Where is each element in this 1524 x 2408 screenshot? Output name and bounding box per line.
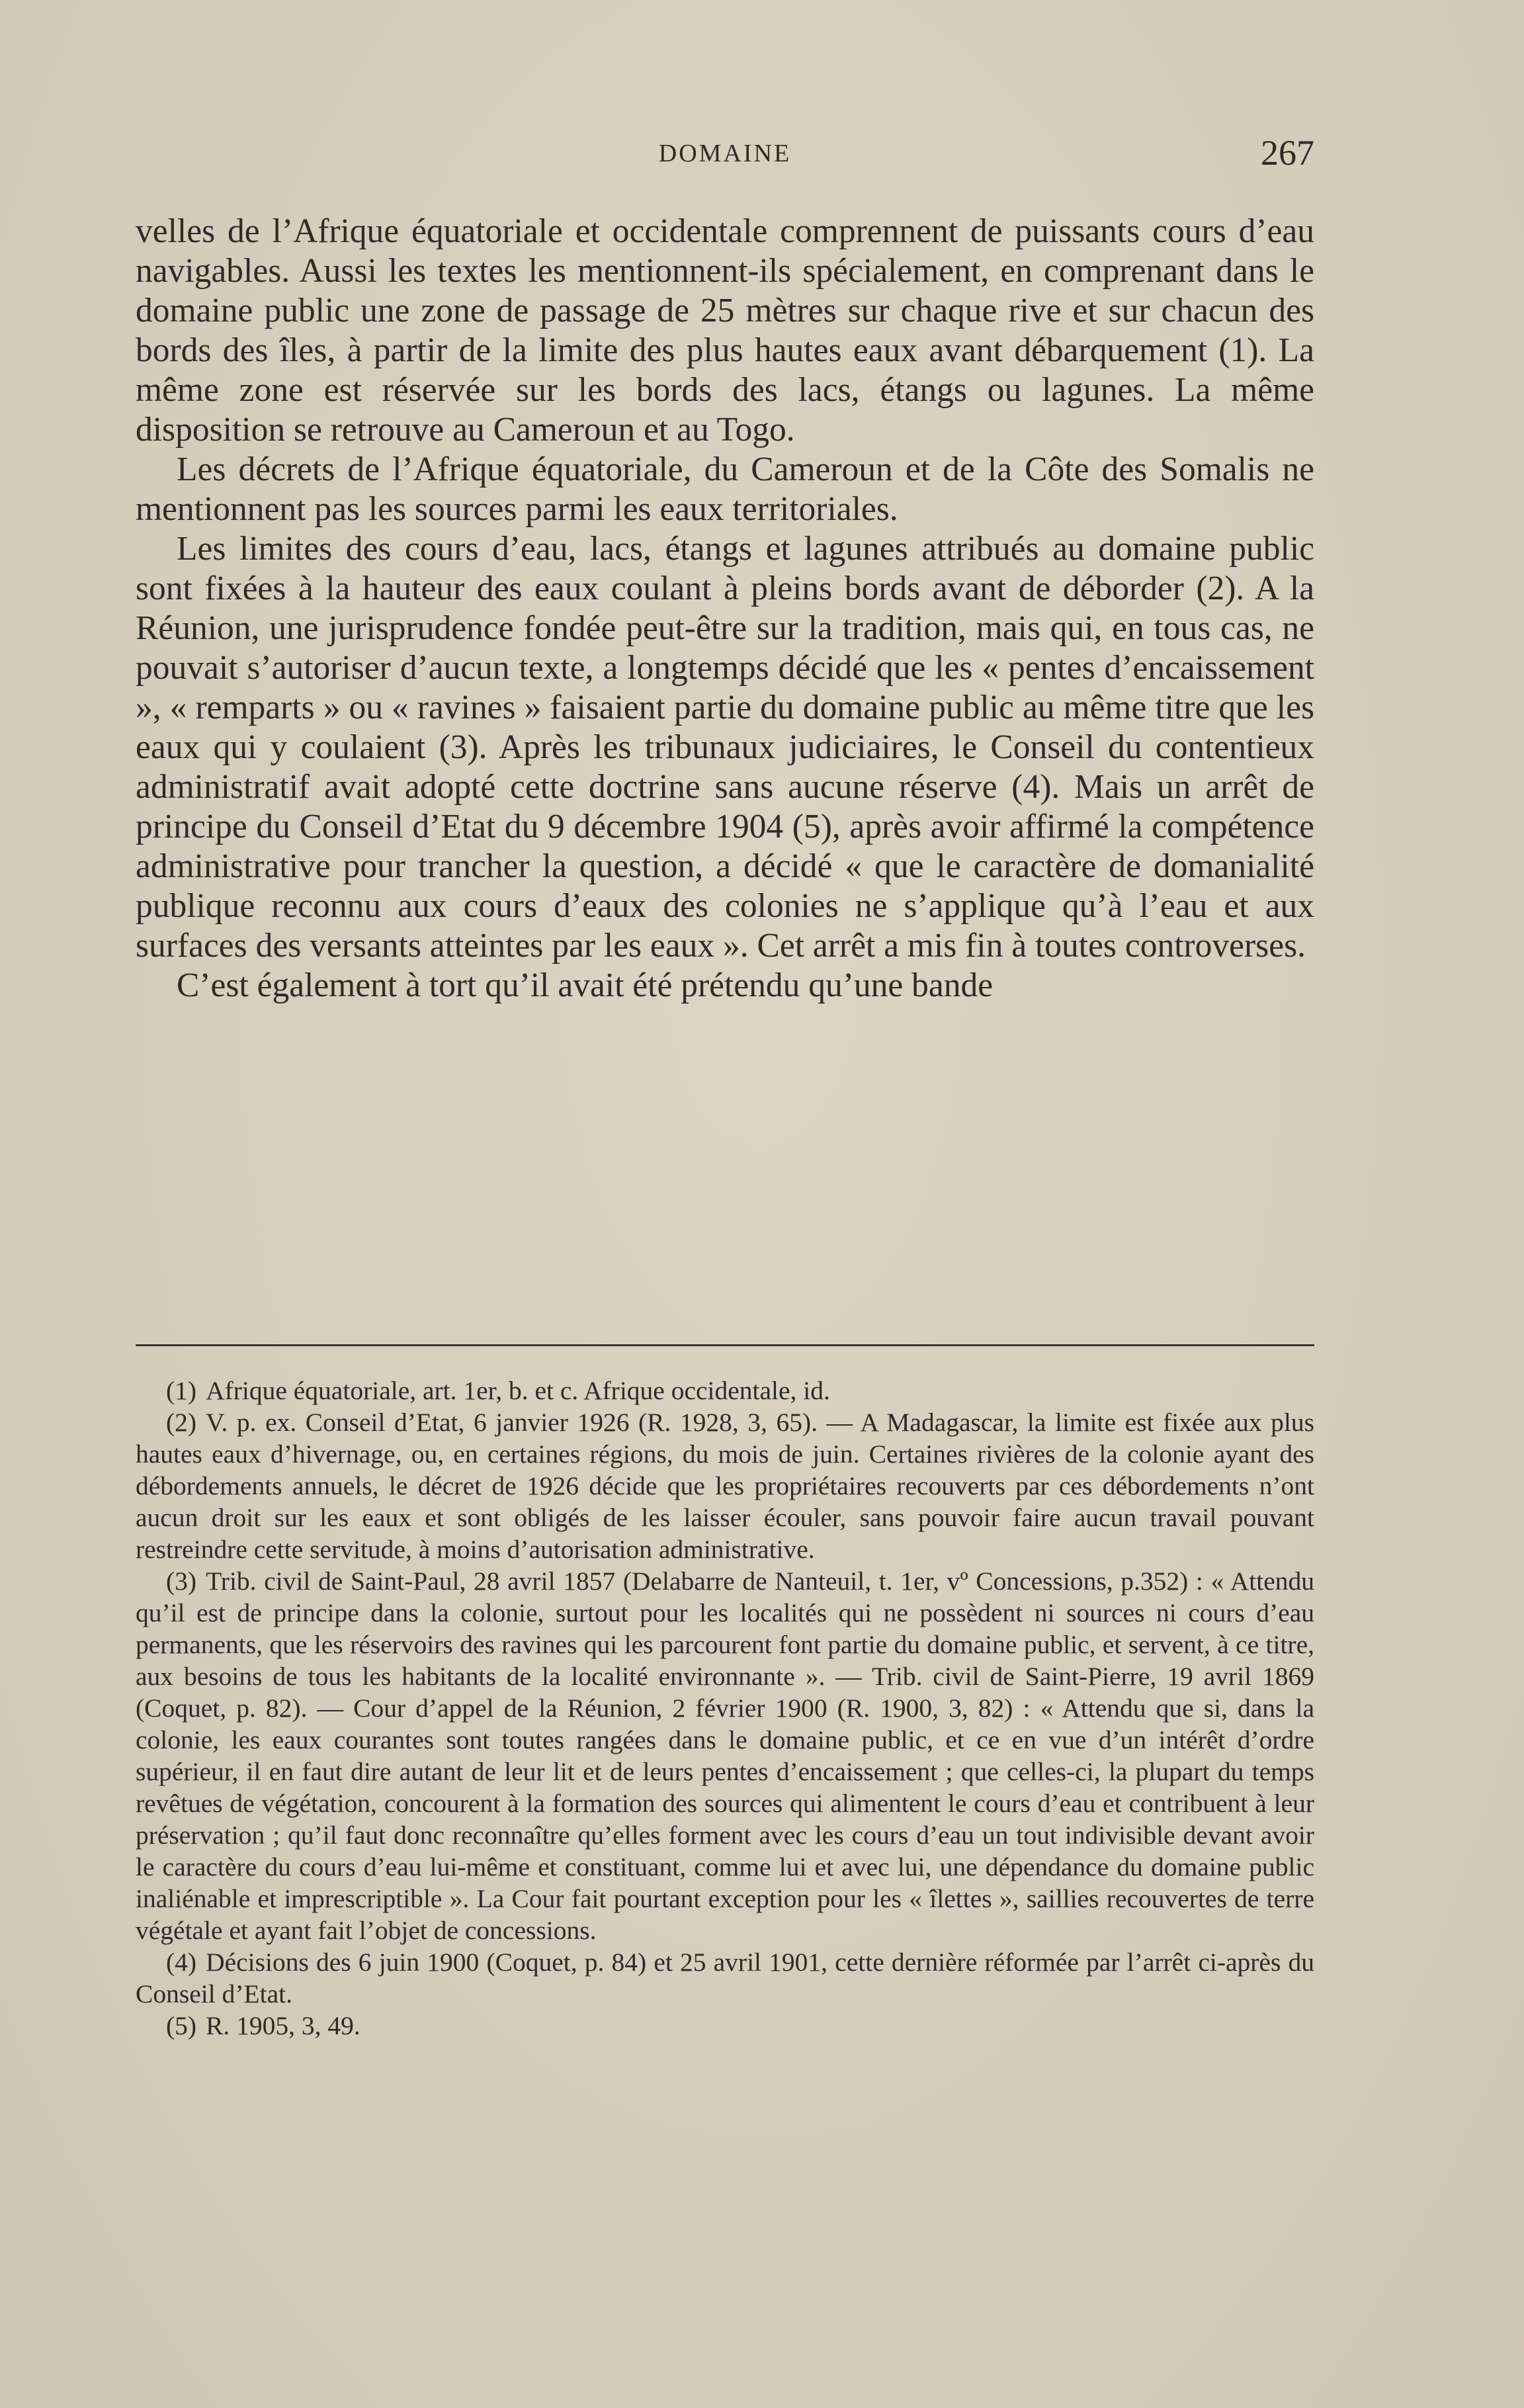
footnote-4-text: Décisions des 6 juin 1900 (Coquet, p. 84) et 25 avril 1901, cette dernière réformée par l’arrêt ci-après du Conseil d’Etat. (136, 1948, 1314, 2008)
paragraph-2: Les décrets de l’Afrique équatoriale, du Cameroun et de la Côte des Somalis ne mentionnent pas les sources parmi les eaux territoriales. (136, 451, 1314, 528)
footnote-3-number: (3) (166, 1567, 197, 1596)
footnote-2-text: V. p. ex. Conseil d’Etat, 6 janvier 1926 (R. 1928, 3, 65). — A Madagascar, la limite est fixée aux plus hautes eaux d’hivernage, ou, en certaines régions, du mois de juin. Certaines rivières de la colonie ayant des débordements annuels, le décret de 1926 décide que les propriétaires recouverts par ces débordements n’ont aucun droit sur les eaux et sont obligés de les laisser écouler, sans pouvoir faire aucun travail pouvant restreindre cette servitude, à moins d’autorisation administrative. (136, 1408, 1314, 1564)
footnote-2-number: (2) (166, 1408, 197, 1437)
paragraph-4: C’est également à tort qu’il avait été prétendu qu’une bande (177, 967, 994, 1004)
footnote-5-number: (5) (166, 2011, 197, 2040)
footnote-3-text: Trib. civil de Saint-Paul, 28 avril 1857 (Delabarre de Nanteuil, t. 1er, vº Concessions, p.352) : « Attendu qu’il est de principe dans la colonie, surtout pour les localités qui ne possèdent ni sources ni cours d’eau permanents, que les réservoirs des ravines qui les parcourent font partie du domaine public, et servent, à ce titre, aux besoins de tous les habitants de la localité environnante ». — Trib. civil de Saint-Pierre, 19 avril 1869 (Coquet, p. 82). — Cour d’appel de la Réunion, 2 février 1900 (R. 1900, 3, 82) : « Attendu que si, dans la colonie, les eaux courantes sont toutes rangées dans le domaine public, et ce en vue d’un intérêt d’ordre supérieur, il en faut dire autant de leur lit et de leurs pentes d’encaissement ; que celles-ci, la plupart du temps revêtues de végétation, concourent à la formation des sources qui alimentent le cours d’eau et contribuent à leur préservation ; qu’il faut donc reconnaître qu’elles forment avec les cours d’eau un tout indivisible devant avoir le caractère du cours d’eau lui-même et constituant, comme lui et avec lui, une dépendance du domaine public inaliénable et imprescriptible ». La Cour fait pourtant exception pour les « îlettes », saillies recouvertes de terre végétale et ayant fait l’objet de concessions. (136, 1567, 1314, 1945)
page-number: 267 (1261, 133, 1314, 173)
footnote-4 (136, 1946, 1314, 2010)
footnote-rule (136, 1344, 1314, 1346)
footnote-4-number: (4) (166, 1948, 197, 1977)
footnote-1-number: (1) (166, 1376, 197, 1405)
footnote-1 (136, 1375, 1314, 1406)
paragraph-1: velles de l’Afrique équatoriale et occidentale comprennent de puissants cours d’eau navigables. Aussi les textes les mentionnent-ils spécialement, en comprenant dans le domaine public une zone de passage de 25 mètres sur chaque rive et sur chacun des bords des îles, à partir de la limite des plus hautes eaux avant débarquement (1). La même zone est réservée sur les bords des lacs, étangs ou lagunes. La même disposition se retrouve au Cameroun et au Togo. (136, 212, 1314, 449)
body-text (136, 212, 1314, 1006)
footnote-5 (136, 2010, 1314, 2042)
running-head: DOMAINE (658, 140, 792, 167)
footnote-2 (136, 1406, 1314, 1565)
footnote-1-text: Afrique équatoriale, art. 1er, b. et c. Afrique occidentale, id. (206, 1376, 830, 1405)
footnote-3 (136, 1565, 1314, 1946)
footnotes (136, 1375, 1314, 2042)
page-header (136, 132, 1314, 179)
paragraph-3: Les limites des cours d’eau, lacs, étangs et lagunes attribués au domaine public sont fixées à la hauteur des eaux coulant à pleins bords avant de déborder (2). A la Réunion, une jurisprudence fondée peut-être sur la tradition, mais qui, en tous cas, ne pouvait s’autoriser d’aucun texte, a longtemps décidé que les « pentes d’encaissement », « remparts » ou « ravines » faisaient partie du domaine public au même titre que les eaux qui y coulaient (3). Après les tribunaux judiciaires, le Conseil du contentieux administratif avait adopté cette doctrine sans aucune réserve (4). Mais un arrêt de principe du Conseil d’Etat du 9 décembre 1904 (5), après avoir affirmé la compétence administrative pour trancher la question, a décidé « que le caractère de domanialité publique reconnu aux cours d’eaux des colonies ne s’applique qu’à l’eau et aux surfaces des versants atteintes par les eaux ». Cet arrêt a mis fin à toutes controverses. (136, 530, 1314, 965)
footnote-5-text: R. 1905, 3, 49. (206, 2011, 360, 2040)
